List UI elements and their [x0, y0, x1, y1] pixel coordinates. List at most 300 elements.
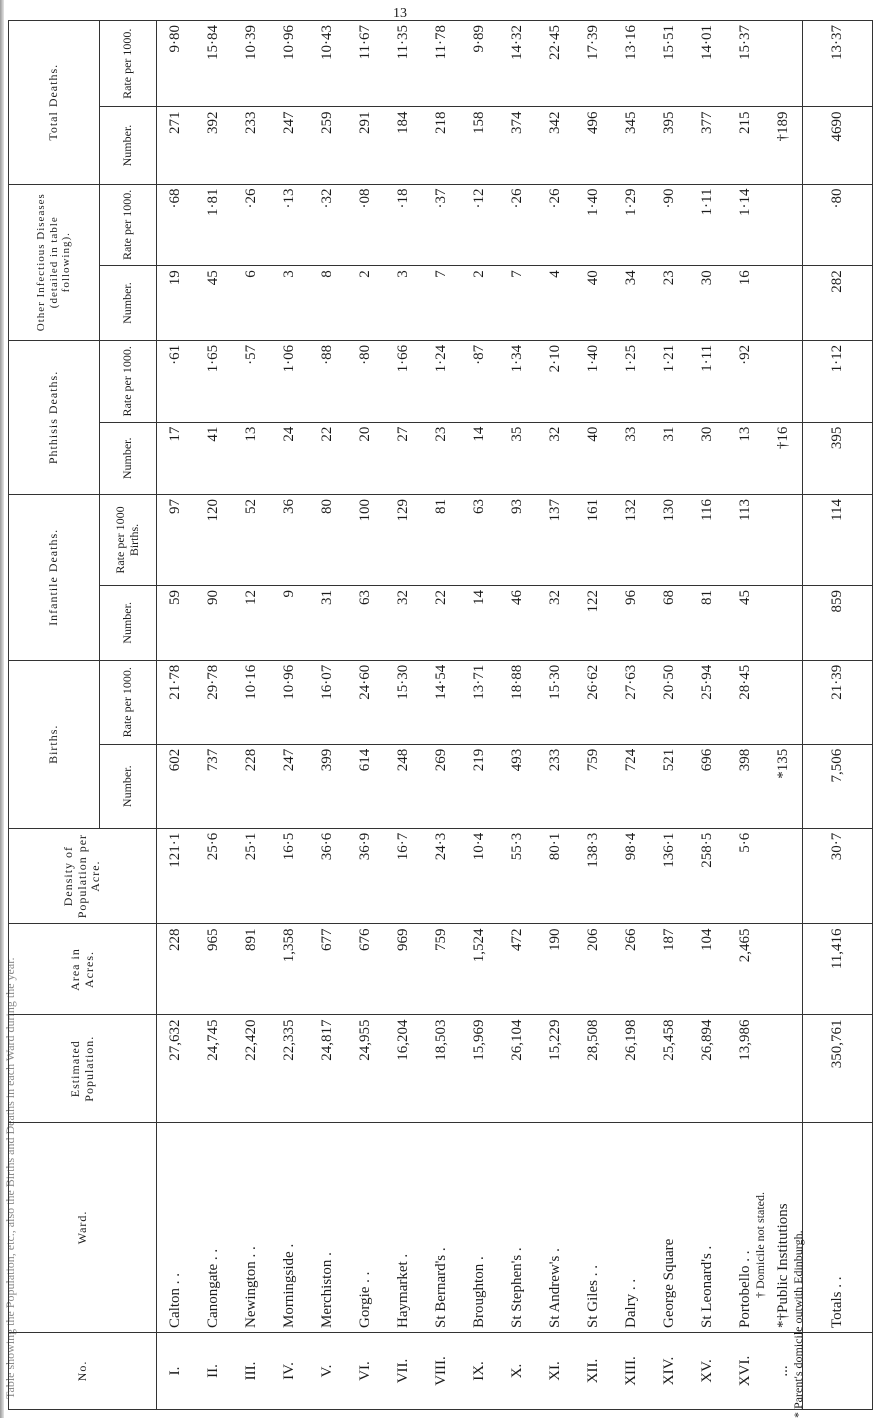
- deaths-rate-cell: 9·80: [157, 21, 195, 108]
- header-infantile-number: Number.: [100, 586, 157, 661]
- header-group-row: [9, 21, 100, 1410]
- deaths-number-cell: 218: [423, 107, 461, 184]
- infantile-rate-cell: 81: [423, 494, 461, 585]
- infantile-number-cell: 63: [347, 586, 385, 661]
- area-cell: 677: [309, 924, 347, 1015]
- page-number: 13: [393, 6, 407, 21]
- other-rate-cell: ·08: [347, 184, 385, 266]
- deaths-number-cell: 271: [157, 107, 195, 184]
- deaths-rate-cell: 9·89: [461, 21, 499, 108]
- totals-infantile-number: 859: [803, 586, 873, 661]
- infantile-rate-cell: 129: [385, 494, 423, 585]
- births-number-cell: 269: [423, 744, 461, 828]
- ward-name-cell: Canongate . .: [195, 1122, 233, 1332]
- ward-name-cell: Haymarket .: [385, 1122, 423, 1332]
- header-infantile-deaths: Infantile Deaths.: [9, 494, 100, 660]
- other-rate-cell: ·12: [461, 184, 499, 266]
- infantile-number-cell: 68: [651, 586, 689, 661]
- phthisis-number-cell: 23: [423, 422, 461, 494]
- area-cell: 228: [157, 924, 195, 1015]
- births-rate-cell: 29·78: [195, 660, 233, 744]
- ward-no-cell: III.: [233, 1332, 271, 1409]
- phthisis-number-cell: †16: [765, 422, 803, 494]
- deaths-rate-cell: 11·67: [347, 21, 385, 108]
- phthisis-number-cell: 22: [309, 422, 347, 494]
- header-density: Density of Population per Acre.: [9, 828, 157, 924]
- totals-deaths-number: 4690: [803, 107, 873, 184]
- totals-infantile-rate: 114: [803, 494, 873, 585]
- phthisis-rate-cell: 1·34: [499, 340, 537, 422]
- births-rate-cell: 20·50: [651, 660, 689, 744]
- deaths-rate-cell: 17·39: [575, 21, 613, 108]
- ward-name-cell: Morningside .: [271, 1122, 309, 1332]
- other-rate-cell: ·18: [385, 184, 423, 266]
- phthisis-rate-cell: 1·40: [575, 340, 613, 422]
- births-number-cell: 602: [157, 744, 195, 828]
- other-number-cell: [765, 266, 803, 341]
- deaths-rate-cell: 10·43: [309, 21, 347, 108]
- population-cell: 24,745: [195, 1015, 233, 1122]
- header-births-number: Number.: [100, 744, 157, 828]
- births-rate-cell: 10·16: [233, 660, 271, 744]
- phthisis-rate-cell: 2·10: [537, 340, 575, 422]
- births-rate-cell: 26·62: [575, 660, 613, 744]
- header-phthisis-rate: Rate per 1000.: [100, 340, 157, 422]
- deaths-number-cell: 247: [271, 107, 309, 184]
- other-number-cell: 23: [651, 266, 689, 341]
- infantile-number-cell: 9: [271, 586, 309, 661]
- ward-name-cell: Newington . .: [233, 1122, 271, 1332]
- totals-density: 30·7: [803, 828, 873, 924]
- infantile-rate-cell: 116: [689, 494, 727, 585]
- density-cell: 136·1: [651, 828, 689, 924]
- births-number-cell: 724: [613, 744, 651, 828]
- other-rate-cell: 1·11: [689, 184, 727, 266]
- ward-no-cell: VIII.: [423, 1332, 461, 1409]
- phthisis-rate-cell: ·87: [461, 340, 499, 422]
- table-row: [537, 21, 575, 1410]
- phthisis-number-cell: 35: [499, 422, 537, 494]
- header-other-number: Number.: [100, 266, 157, 341]
- population-cell: 27,632: [157, 1015, 195, 1122]
- header-phthisis-number: Number.: [100, 422, 157, 494]
- phthisis-rate-cell: ·92: [727, 340, 765, 422]
- header-area: Area in Acres.: [9, 924, 157, 1015]
- infantile-number-cell: 12: [233, 586, 271, 661]
- other-rate-cell: ·26: [233, 184, 271, 266]
- ward-name-cell: St Bernard's .: [423, 1122, 461, 1332]
- area-cell: 187: [651, 924, 689, 1015]
- population-cell: 26,198: [613, 1015, 651, 1122]
- deaths-number-cell: 395: [651, 107, 689, 184]
- area-cell: 969: [385, 924, 423, 1015]
- deaths-rate-cell: 11·35: [385, 21, 423, 108]
- deaths-rate-cell: 10·39: [233, 21, 271, 108]
- other-number-cell: 8: [309, 266, 347, 341]
- other-number-cell: 19: [157, 266, 195, 341]
- births-rate-cell: 15·30: [385, 660, 423, 744]
- infantile-number-cell: 31: [309, 586, 347, 661]
- density-cell: 80·1: [537, 828, 575, 924]
- ward-no-cell: VII.: [385, 1332, 423, 1409]
- population-cell: 26,894: [689, 1015, 727, 1122]
- births-rate-cell: 18·88: [499, 660, 537, 744]
- area-cell: 1,358: [271, 924, 309, 1015]
- density-cell: 258·5: [689, 828, 727, 924]
- other-rate-cell: ·32: [309, 184, 347, 266]
- table-row: [157, 21, 195, 1410]
- header-no: No.: [9, 1332, 157, 1409]
- population-cell: 24,955: [347, 1015, 385, 1122]
- phthisis-rate-cell: [765, 340, 803, 422]
- table-row: [271, 21, 309, 1410]
- phthisis-number-cell: 41: [195, 422, 233, 494]
- population-cell: [765, 1015, 803, 1122]
- other-rate-cell: ·90: [651, 184, 689, 266]
- phthisis-rate-cell: 1·11: [689, 340, 727, 422]
- phthisis-number-cell: 27: [385, 422, 423, 494]
- phthisis-rate-cell: ·88: [309, 340, 347, 422]
- births-rate-cell: 27·63: [613, 660, 651, 744]
- deaths-number-cell: 374: [499, 107, 537, 184]
- other-number-cell: 45: [195, 266, 233, 341]
- deaths-rate-cell: 14·01: [689, 21, 727, 108]
- ward-no-cell: II.: [195, 1332, 233, 1409]
- header-total-deaths: Total Deaths.: [9, 21, 100, 185]
- phthisis-rate-cell: 1·21: [651, 340, 689, 422]
- infantile-number-cell: 32: [385, 586, 423, 661]
- births-rate-cell: 13·71: [461, 660, 499, 744]
- deaths-number-cell: 377: [689, 107, 727, 184]
- footnote-domicile: † Domicile not stated.: [753, 1192, 767, 1298]
- phthisis-rate-cell: 1·25: [613, 340, 651, 422]
- ward-name-cell: St Leonard's .: [689, 1122, 727, 1332]
- header-other-infectious: Other Infectious Diseases (detailed in table following).: [9, 184, 100, 340]
- phthisis-number-cell: 13: [233, 422, 271, 494]
- area-cell: 2,465: [727, 924, 765, 1015]
- infantile-number-cell: 90: [195, 586, 233, 661]
- infantile-rate-cell: 161: [575, 494, 613, 585]
- other-rate-cell: 1·29: [613, 184, 651, 266]
- other-rate-cell: 1·14: [727, 184, 765, 266]
- area-cell: [765, 924, 803, 1015]
- population-cell: 24,817: [309, 1015, 347, 1122]
- other-rate-cell: ·26: [537, 184, 575, 266]
- density-cell: 25·6: [195, 828, 233, 924]
- births-number-cell: *135: [765, 744, 803, 828]
- phthisis-rate-cell: ·61: [157, 340, 195, 422]
- density-cell: 16·7: [385, 828, 423, 924]
- ward-name-cell: *†Public Institutions: [765, 1122, 803, 1332]
- area-cell: 759: [423, 924, 461, 1015]
- header-infantile-rate: Rate per 1000 Births.: [100, 494, 157, 585]
- other-number-cell: 30: [689, 266, 727, 341]
- density-cell: [765, 828, 803, 924]
- other-rate-cell: 1·81: [195, 184, 233, 266]
- other-number-cell: 7: [499, 266, 537, 341]
- table-row: [423, 21, 461, 1410]
- density-cell: 25·1: [233, 828, 271, 924]
- table-row: [689, 21, 727, 1410]
- header-births: Births.: [9, 660, 100, 828]
- ward-name-cell: St Stephen's .: [499, 1122, 537, 1332]
- table-row: [309, 21, 347, 1410]
- table-row: [765, 21, 803, 1410]
- births-number-cell: 737: [195, 744, 233, 828]
- population-cell: 15,229: [537, 1015, 575, 1122]
- births-rate-cell: 25·94: [689, 660, 727, 744]
- population-cell: 26,104: [499, 1015, 537, 1122]
- ward-name-cell: St Andrew's .: [537, 1122, 575, 1332]
- other-rate-cell: ·13: [271, 184, 309, 266]
- density-cell: 10·4: [461, 828, 499, 924]
- population-cell: 22,420: [233, 1015, 271, 1122]
- other-rate-cell: [765, 184, 803, 266]
- density-cell: 16·5: [271, 828, 309, 924]
- phthisis-number-cell: 33: [613, 422, 651, 494]
- births-number-cell: 248: [385, 744, 423, 828]
- density-cell: 24·3: [423, 828, 461, 924]
- phthisis-number-cell: 40: [575, 422, 613, 494]
- area-cell: 104: [689, 924, 727, 1015]
- other-number-cell: 3: [271, 266, 309, 341]
- population-cell: 25,458: [651, 1015, 689, 1122]
- header-ward: Ward.: [9, 1122, 157, 1332]
- births-number-cell: 233: [537, 744, 575, 828]
- infantile-rate-cell: [765, 494, 803, 585]
- other-number-cell: 40: [575, 266, 613, 341]
- deaths-number-cell: 496: [575, 107, 613, 184]
- phthisis-number-cell: 20: [347, 422, 385, 494]
- ward-name-cell: Calton . .: [157, 1122, 195, 1332]
- deaths-rate-cell: 14·32: [499, 21, 537, 108]
- deaths-rate-cell: [765, 21, 803, 108]
- deaths-number-cell: 215: [727, 107, 765, 184]
- population-cell: 13,986: [727, 1015, 765, 1122]
- births-rate-cell: 24·60: [347, 660, 385, 744]
- infantile-rate-cell: 97: [157, 494, 195, 585]
- population-cell: 28,508: [575, 1015, 613, 1122]
- area-cell: 266: [613, 924, 651, 1015]
- deaths-number-cell: 233: [233, 107, 271, 184]
- phthisis-rate-cell: ·57: [233, 340, 271, 422]
- population-cell: 22,335: [271, 1015, 309, 1122]
- area-cell: 676: [347, 924, 385, 1015]
- totals-phthisis-number: 395: [803, 422, 873, 494]
- phthisis-number-cell: 30: [689, 422, 727, 494]
- infantile-number-cell: 122: [575, 586, 613, 661]
- other-rate-cell: ·26: [499, 184, 537, 266]
- ward-name-cell: Gorgie . .: [347, 1122, 385, 1332]
- totals-other-number: 282: [803, 266, 873, 341]
- infantile-rate-cell: 132: [613, 494, 651, 585]
- density-cell: 98·4: [613, 828, 651, 924]
- infantile-rate-cell: 120: [195, 494, 233, 585]
- ward-name-cell: Broughton .: [461, 1122, 499, 1332]
- header-total-rate: Rate per 1000.: [100, 21, 157, 108]
- population-cell: 18,503: [423, 1015, 461, 1122]
- ward-name-cell: Portobello . .: [727, 1122, 765, 1332]
- infantile-rate-cell: 36: [271, 494, 309, 585]
- other-number-cell: 34: [613, 266, 651, 341]
- phthisis-number-cell: 14: [461, 422, 499, 494]
- deaths-number-cell: 345: [613, 107, 651, 184]
- other-number-cell: 2: [461, 266, 499, 341]
- births-rate-cell: [765, 660, 803, 744]
- deaths-number-cell: 158: [461, 107, 499, 184]
- infantile-number-cell: 45: [727, 586, 765, 661]
- ward-no-cell: V.: [309, 1332, 347, 1409]
- infantile-number-cell: 32: [537, 586, 575, 661]
- births-number-cell: 247: [271, 744, 309, 828]
- births-rate-cell: 14·54: [423, 660, 461, 744]
- phthisis-number-cell: 17: [157, 422, 195, 494]
- totals-births-rate: 21·39: [803, 660, 873, 744]
- deaths-rate-cell: 11·78: [423, 21, 461, 108]
- other-rate-cell: ·37: [423, 184, 461, 266]
- table-row: [575, 21, 613, 1410]
- header-other-rate: Rate per 1000.: [100, 184, 157, 266]
- phthisis-number-cell: 24: [271, 422, 309, 494]
- ward-no-cell: XI.: [537, 1332, 575, 1409]
- births-number-cell: 219: [461, 744, 499, 828]
- infantile-rate-cell: 130: [651, 494, 689, 585]
- table-row: [233, 21, 271, 1410]
- other-number-cell: 2: [347, 266, 385, 341]
- births-rate-cell: 10·96: [271, 660, 309, 744]
- ward-no-cell: X.: [499, 1332, 537, 1409]
- area-cell: 206: [575, 924, 613, 1015]
- ward-no-cell: XIII.: [613, 1332, 651, 1409]
- totals-other-rate: ·80: [803, 184, 873, 266]
- infantile-rate-cell: 80: [309, 494, 347, 585]
- density-cell: 55·3: [499, 828, 537, 924]
- other-number-cell: 7: [423, 266, 461, 341]
- deaths-rate-cell: 10·96: [271, 21, 309, 108]
- phthisis-rate-cell: 1·66: [385, 340, 423, 422]
- deaths-number-cell: †189: [765, 107, 803, 184]
- infantile-number-cell: 59: [157, 586, 195, 661]
- infantile-number-cell: 81: [689, 586, 727, 661]
- ward-statistics-table: [8, 20, 873, 1410]
- ward-no-cell: XII.: [575, 1332, 613, 1409]
- births-number-cell: 398: [727, 744, 765, 828]
- density-cell: 36·6: [309, 828, 347, 924]
- population-cell: 16,204: [385, 1015, 423, 1122]
- other-number-cell: 6: [233, 266, 271, 341]
- infantile-rate-cell: 52: [233, 494, 271, 585]
- deaths-rate-cell: 15·51: [651, 21, 689, 108]
- area-cell: 965: [195, 924, 233, 1015]
- other-number-cell: 3: [385, 266, 423, 341]
- births-rate-cell: 21·78: [157, 660, 195, 744]
- deaths-number-cell: 291: [347, 107, 385, 184]
- header-total-number: Number.: [100, 107, 157, 184]
- infantile-rate-cell: 137: [537, 494, 575, 585]
- ward-name-cell: St Giles . .: [575, 1122, 613, 1332]
- table-row: [461, 21, 499, 1410]
- table-row: [347, 21, 385, 1410]
- phthisis-rate-cell: 1·65: [195, 340, 233, 422]
- ward-no-cell: IV.: [271, 1332, 309, 1409]
- ward-no-cell: XIV.: [651, 1332, 689, 1409]
- infantile-number-cell: 96: [613, 586, 651, 661]
- other-number-cell: 16: [727, 266, 765, 341]
- births-number-cell: 399: [309, 744, 347, 828]
- other-rate-cell: ·68: [157, 184, 195, 266]
- density-cell: 5·6: [727, 828, 765, 924]
- totals-population: 350,761: [803, 1015, 873, 1122]
- ward-no-cell: XVI.: [727, 1332, 765, 1409]
- ward-no-cell: XV.: [689, 1332, 727, 1409]
- area-cell: 472: [499, 924, 537, 1015]
- other-number-cell: 4: [537, 266, 575, 341]
- phthisis-rate-cell: 1·24: [423, 340, 461, 422]
- infantile-number-cell: 14: [461, 586, 499, 661]
- phthisis-number-cell: 13: [727, 422, 765, 494]
- deaths-number-cell: 342: [537, 107, 575, 184]
- ward-no-cell: I.: [157, 1332, 195, 1409]
- phthisis-number-cell: 31: [651, 422, 689, 494]
- other-rate-cell: 1·40: [575, 184, 613, 266]
- deaths-number-cell: 184: [385, 107, 423, 184]
- births-rate-cell: 16·07: [309, 660, 347, 744]
- deaths-rate-cell: 22·45: [537, 21, 575, 108]
- density-cell: 138·3: [575, 828, 613, 924]
- table-row: [385, 21, 423, 1410]
- footnote-parent-domicile: * Parent's domicile outwith Edinburgh.: [791, 1230, 805, 1418]
- phthisis-number-cell: 32: [537, 422, 575, 494]
- header-population: Estimated Population.: [9, 1015, 157, 1122]
- deaths-rate-cell: 15·37: [727, 21, 765, 108]
- infantile-rate-cell: 93: [499, 494, 537, 585]
- infantile-number-cell: [765, 586, 803, 661]
- table-caption: Table showing the Population, etc., also the Births and Deaths in each Ward during the year.: [3, 957, 17, 1399]
- ward-no-cell: ...: [765, 1332, 803, 1409]
- header-phthisis-deaths: Phthisis Deaths.: [9, 340, 100, 494]
- infantile-number-cell: 46: [499, 586, 537, 661]
- table-row: [651, 21, 689, 1410]
- deaths-rate-cell: 15·84: [195, 21, 233, 108]
- births-number-cell: 228: [233, 744, 271, 828]
- births-number-cell: 696: [689, 744, 727, 828]
- deaths-rate-cell: 13·16: [613, 21, 651, 108]
- totals-phthisis-rate: 1·12: [803, 340, 873, 422]
- population-cell: 15,969: [461, 1015, 499, 1122]
- ward-name-cell: George Square: [651, 1122, 689, 1332]
- totals-deaths-rate: 13·37: [803, 21, 873, 108]
- density-cell: 36·9: [347, 828, 385, 924]
- totals-label: Totals . .: [803, 1122, 873, 1332]
- deaths-number-cell: 392: [195, 107, 233, 184]
- area-cell: 190: [537, 924, 575, 1015]
- table-row: [499, 21, 537, 1410]
- density-cell: 121·1: [157, 828, 195, 924]
- ward-name-cell: Merchiston .: [309, 1122, 347, 1332]
- births-number-cell: 614: [347, 744, 385, 828]
- infantile-number-cell: 22: [423, 586, 461, 661]
- infantile-rate-cell: 100: [347, 494, 385, 585]
- header-births-rate: Rate per 1000.: [100, 660, 157, 744]
- table-row: [613, 21, 651, 1410]
- totals-births-number: 7,506: [803, 744, 873, 828]
- infantile-rate-cell: 113: [727, 494, 765, 585]
- infantile-rate-cell: 63: [461, 494, 499, 585]
- births-rate-cell: 28·45: [727, 660, 765, 744]
- table-row: [195, 21, 233, 1410]
- ward-name-cell: Dalry . .: [613, 1122, 651, 1332]
- births-number-cell: 759: [575, 744, 613, 828]
